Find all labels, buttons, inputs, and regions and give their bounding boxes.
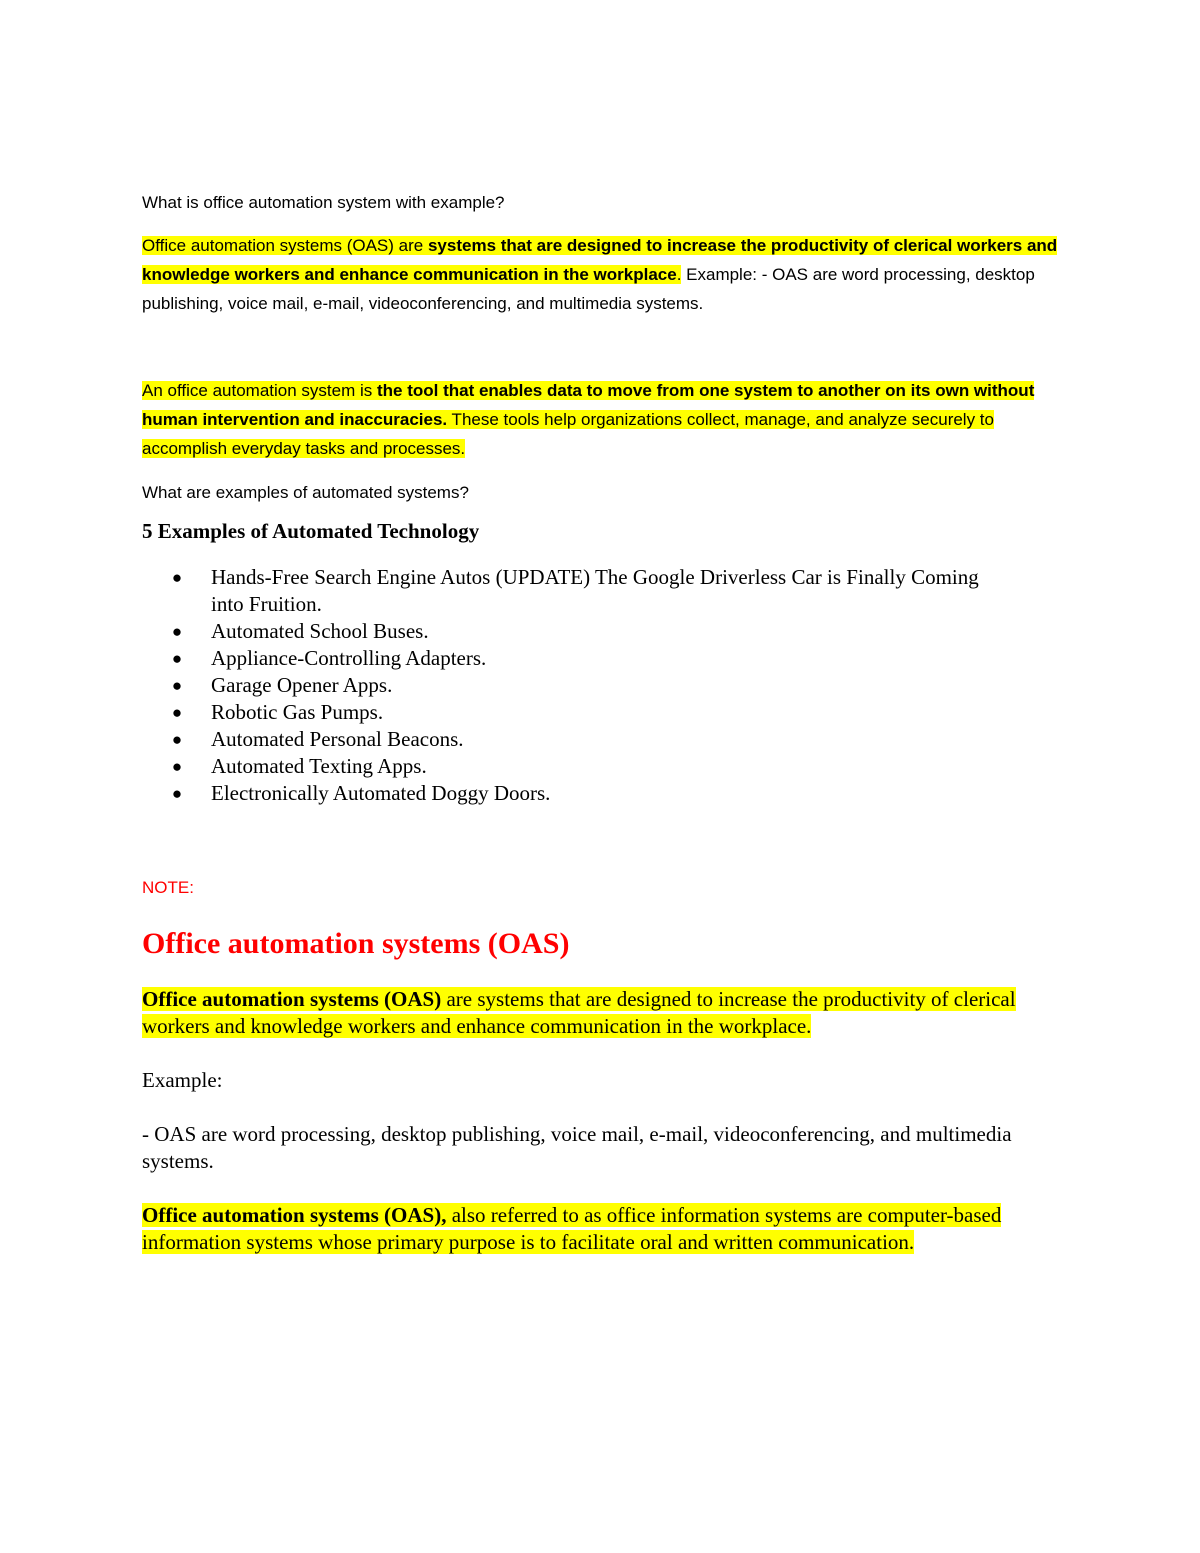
bullet-icon: ● — [171, 622, 183, 641]
list-item: ● Hands-Free Search Engine Autos (UPDATE) The Google Driverless Car is Finally Coming into Fruition. — [171, 565, 979, 616]
examples-list — [170, 564, 1062, 807]
example-label: Example: — [142, 1068, 223, 1092]
bullet-icon: ● — [171, 649, 183, 668]
paragraph-oas-designed — [142, 986, 1057, 1040]
oas-term-bold-2: Office automation systems (OAS), — [142, 1203, 447, 1227]
highlight-oas-bold: systems that are designed to increase the productivity of clerical workers and knowledge workers and enhance communication in the workplace — [142, 236, 1058, 284]
bullet-icon: ● — [171, 757, 183, 776]
highlight-oas-intro: Office automation systems (OAS) are — [142, 236, 428, 255]
oas-information-text: also referred to as office information systems are computer-based information systems whose primary purpose is to facilitate oral and written communication. — [142, 1203, 1002, 1254]
paragraph-oas-definition — [142, 231, 1062, 318]
note-label: NOTE: — [142, 878, 194, 897]
list-item: ● Appliance-Controlling Adapters. — [171, 646, 487, 670]
bullet-icon: ● — [171, 703, 183, 722]
list-item: ● Automated Texting Apps. — [171, 754, 427, 778]
highlight-tool-intro: An office automation system is — [142, 381, 377, 400]
bullet-icon: ● — [171, 676, 183, 695]
highlight-oas-period: . — [676, 265, 682, 284]
bullet-icon: ● — [171, 784, 183, 803]
bullet-icon: ● — [171, 568, 183, 587]
oas-example-text: Example: - OAS are word processing, desktop publishing, voice mail, e-mail, videoconferencing, and multimedia systems. — [142, 265, 1035, 313]
oas-term-bold: Office automation systems (OAS) — [142, 987, 442, 1011]
highlight-tool-rest: These tools help organizations collect, manage, and analyze securely to accomplish everyday tasks and processes. — [142, 410, 994, 458]
example-text: - OAS are word processing, desktop publishing, voice mail, e-mail, videoconferencing, and multimedia systems. — [142, 1122, 1012, 1173]
paragraph-oas-information — [142, 1202, 1057, 1256]
bullet-icon: ● — [171, 730, 183, 749]
document-body — [142, 188, 1062, 1256]
list-item: ● Automated Personal Beacons. — [171, 727, 464, 751]
list-item: ● Garage Opener Apps. — [171, 673, 393, 697]
paragraph-oas-tool — [142, 376, 1062, 463]
oas-heading: Office automation systems (OAS) — [142, 927, 570, 960]
list-item: ● Electronically Automated Doggy Doors. — [171, 781, 551, 805]
list-item: ● Automated School Buses. — [171, 619, 429, 643]
question-office-automation: What is office automation system with example? — [142, 193, 505, 212]
question-automated-systems: What are examples of automated systems? — [142, 483, 469, 502]
oas-designed-text: are systems that are designed to increase the productivity of clerical workers and knowledge workers and enhance communication in the workplace. — [142, 987, 1016, 1038]
examples-heading: 5 Examples of Automated Technology — [142, 519, 480, 543]
list-item: ● Robotic Gas Pumps. — [171, 700, 384, 724]
highlight-tool-bold: the tool that enables data to move from one system to another on its own without human intervention and inaccuracies. — [142, 381, 1035, 429]
